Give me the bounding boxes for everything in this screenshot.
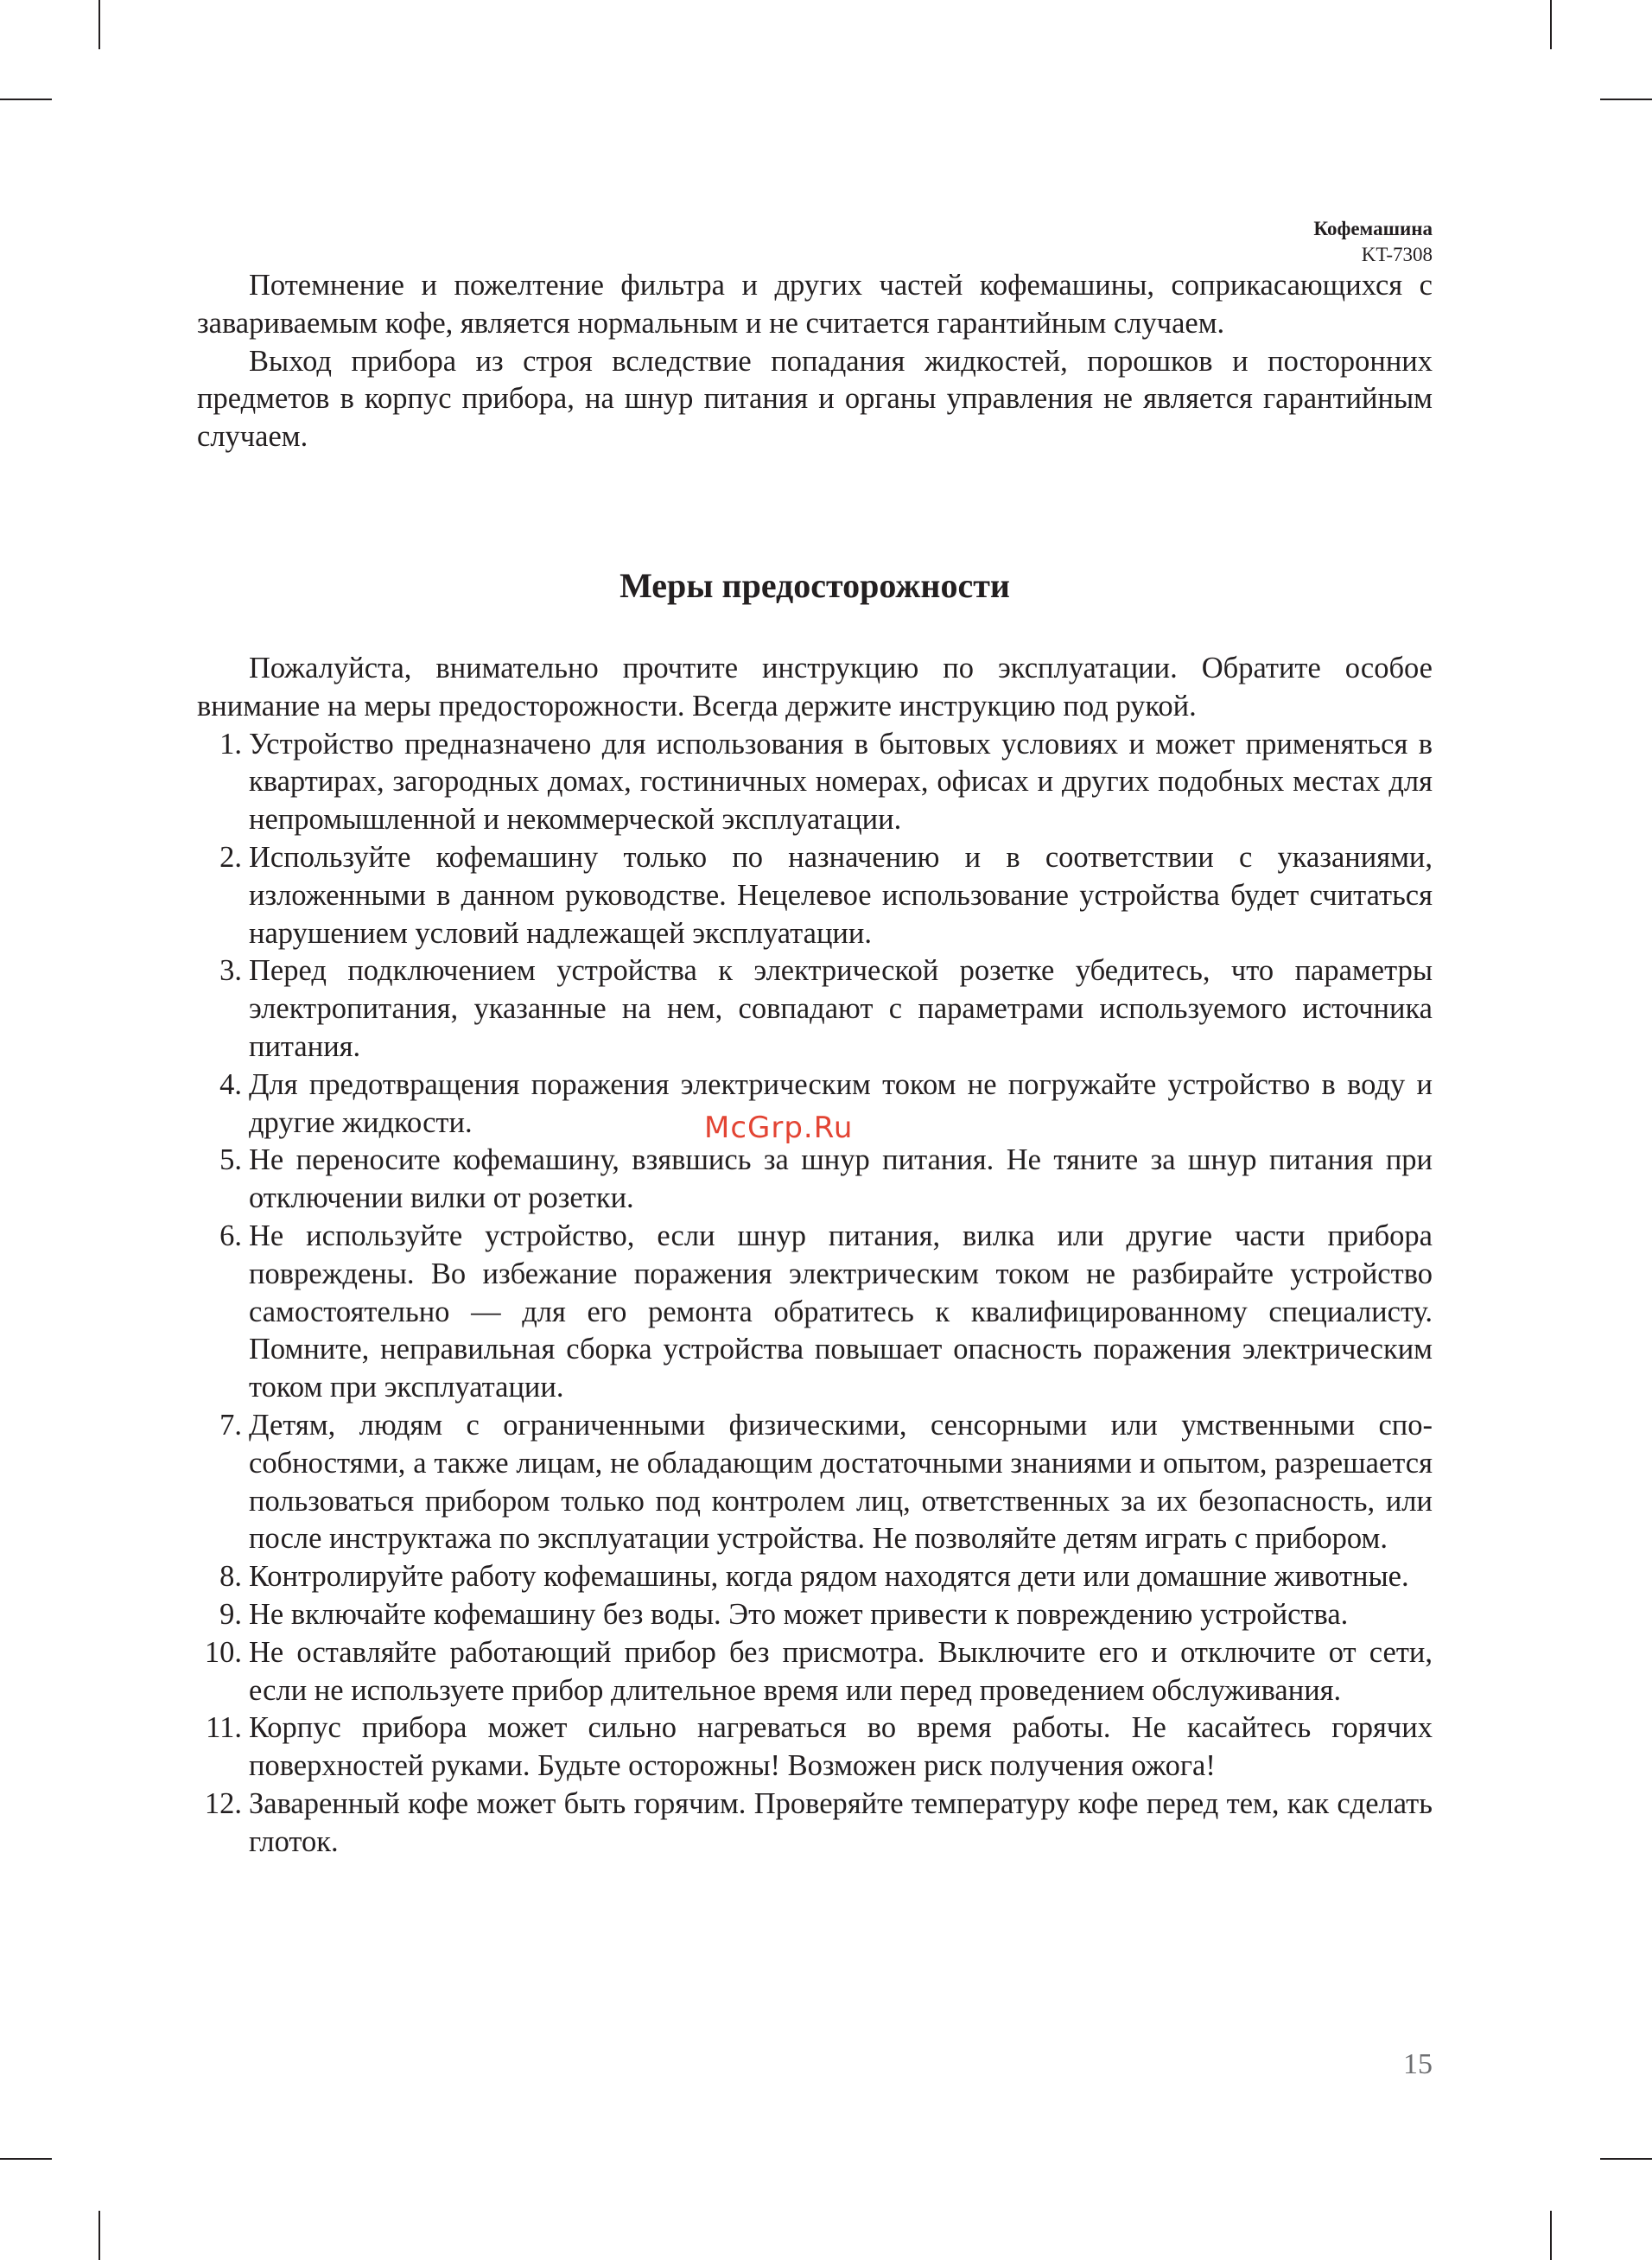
list-item-text: Перед подключением устройства к электрической розетке убедитесь, что параметры электропитания, указанные на нем, совпадают с параметрами используемого источника питания. [249, 954, 1433, 1063]
list-item [197, 1709, 1433, 1786]
list-item-number: 5. [219, 1143, 242, 1177]
crop-mark-bottom-left [98, 2211, 100, 2260]
crop-mark-bottom-left [0, 2158, 52, 2160]
section-title: Меры предосторожности [620, 566, 1010, 605]
list-item-text: Устройство предназначено для использования в бытовых условиях и может применяться в квартирах, загородных домах, гостиничных номерах, офисах и других подобных местах для непромышленной и некоммерческой эксплуатации. [249, 727, 1433, 837]
list-item-number: 10. [204, 1635, 242, 1669]
list-item-number: 1. [219, 727, 242, 761]
list-item-text: Не переносите кофемашину, взявшись за шнур питания. Не тяните за шнур питания при отключении вилки от розетки. [249, 1143, 1433, 1215]
list-item [197, 1218, 1433, 1407]
list-item [197, 1142, 1433, 1218]
section-body [197, 650, 1433, 1862]
list-item-text: Для предотвращения поражения электрическим током не погружайте устройство в воду и другие жидкости. [249, 1067, 1433, 1139]
list-item [197, 1596, 1433, 1634]
intro-paragraph: Потемнение и пожелтение фильтра и других частей кофемашины, соприкасающихся с завариваемым кофе, является нормальным и не считается гарантийным случаем. [197, 269, 1433, 340]
crop-mark-bottom-right [1600, 2158, 1652, 2160]
running-header [1313, 216, 1433, 268]
crop-mark-bottom-right [1550, 2211, 1552, 2260]
list-item [197, 726, 1433, 839]
header-product: Кофемашина [1313, 218, 1433, 239]
crop-mark-top-right [1600, 99, 1652, 100]
intro-paragraph: Выход прибора из строя вследствие попадания жидкостей, порошков и посторонних предметов в корпус прибора, на шнур питания и органы управления не является гарантийным случаем. [197, 344, 1433, 454]
list-item-number: 9. [219, 1597, 242, 1631]
list-item [197, 1634, 1433, 1710]
intro-text [197, 267, 1433, 456]
list-item-text: Контролируйте работу кофемашины, когда рядом находятся дети или домашние животные. [249, 1560, 1409, 1594]
list-item [197, 839, 1433, 952]
crop-mark-top-left [0, 99, 52, 100]
crop-mark-top-right [1550, 0, 1552, 49]
list-item-text: Используйте кофемашину только по назначению и в соответствии с указаниями, изложенными в данном руководстве. Нецелевое использование устройства будет считаться нарушением условий надлежащей эксплуатации. [249, 840, 1433, 950]
list-item-number: 11. [206, 1711, 242, 1745]
list-item [197, 1407, 1433, 1558]
header-model: KT-7308 [1361, 244, 1433, 265]
crop-mark-top-left [98, 0, 100, 49]
lead-paragraph: Пожалуйста, внимательно прочтите инструкцию по эксплуатации. Обратите особое внимание на меры предосторожности. Всегда держите инструкцию под рукой. [197, 652, 1433, 723]
list-item-text: Не используйте устройство, если шнур питания, вилка или другие части прибора повреждены. Во избежание поражения электрическим током не разбирайте устройство самостоятельно — для его ремонта обратитесь к квалифицированному специалисту. Помните, неправильная сборка устройства повышает опасность поражения электрическим током при эксплуатации. [249, 1219, 1433, 1404]
list-item-text: Корпус прибора может сильно нагреваться во время работы. Не касайтесь горячих поверхностей руками. Будьте осторожны! Возможен риск получения ожога! [249, 1711, 1433, 1783]
page-number: 15 [1403, 2048, 1433, 2080]
list-item-number: 6. [219, 1219, 242, 1252]
list-item-text: Не оставляйте работающий прибор без присмотра. Выключите его и отключите от сети, если не используете прибор длительное время или перед проведением обслуживания. [249, 1635, 1433, 1707]
list-item-text: Не включайте кофемашину без воды. Это может привести к повреждению устройства. [249, 1597, 1349, 1631]
list-item-text: Заваренный кофе может быть горячим. Проверяйте температуру кофе перед тем, как сделать глоток. [249, 1786, 1433, 1858]
list-item [197, 1786, 1433, 1862]
list-item-number: 8. [219, 1560, 242, 1594]
list-item-number: 2. [219, 840, 242, 874]
list-item-number: 4. [219, 1067, 242, 1101]
list-item-number: 3. [219, 954, 242, 988]
list-item-text: Детям, людям с ограниченными физическими, сенсорными или умственными способностями, а также лицам, не обладающим достаточными знаниями и опытом, разрешается пользоваться прибором только под контролем лиц, ответственных за их безопасность, или после инструктажа по эксплуатации устройства. Не позволяйте детям играть с прибором. [249, 1408, 1433, 1556]
list-item [197, 1558, 1433, 1596]
list-item-number: 12. [204, 1786, 242, 1820]
precautions-list [197, 726, 1433, 1862]
list-item [197, 952, 1433, 1066]
list-item-number: 7. [219, 1408, 242, 1442]
watermark-text: McGrp.Ru [704, 1111, 854, 1145]
